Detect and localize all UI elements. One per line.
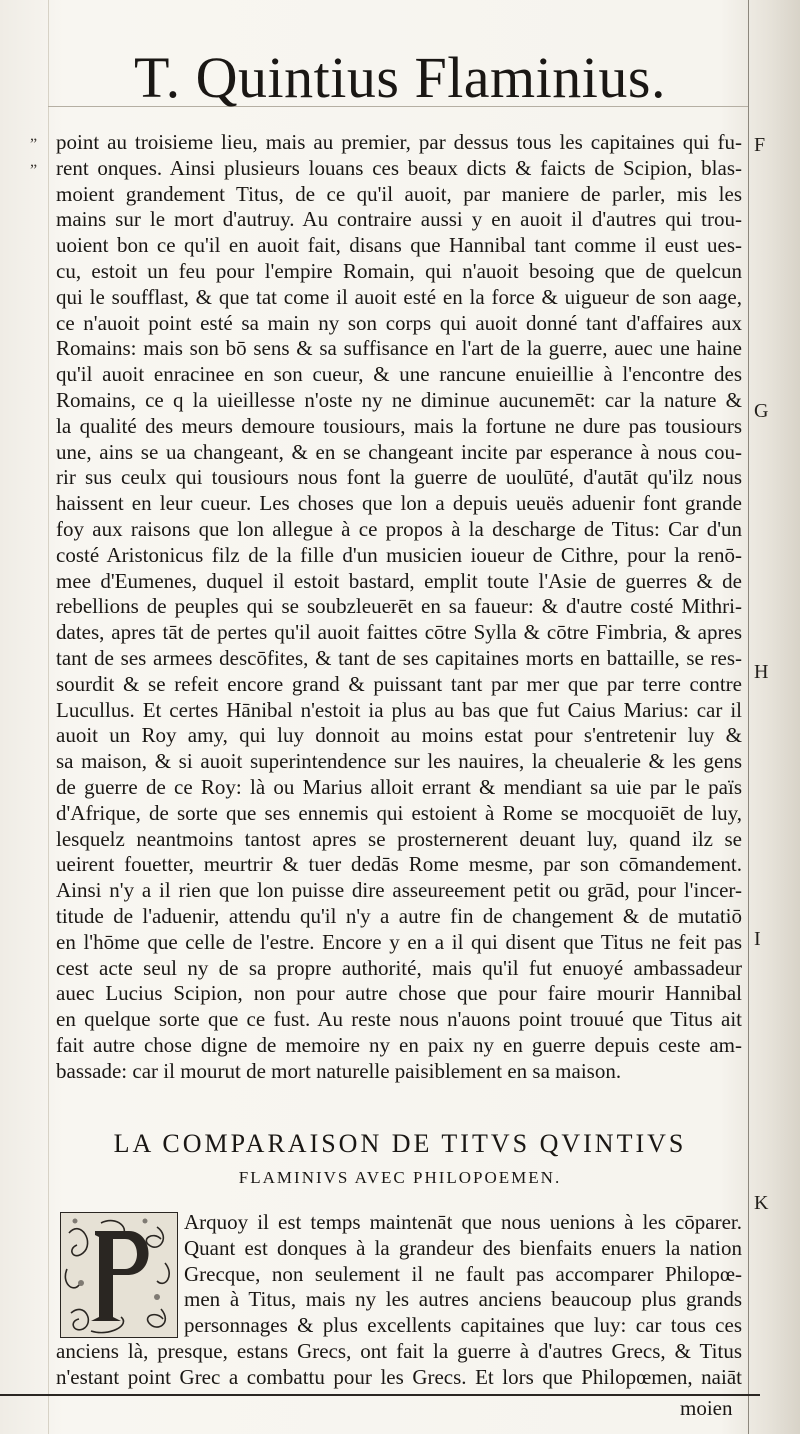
text-line: bassade: car il mourut de mort naturelle paisiblement en sa maison. — [56, 1058, 622, 1083]
text-line: cu, estoit un feu pour l'empire Romain, qui n'auoit besoing que de quelcun — [56, 258, 742, 283]
text-line: rebellions de peuples qui se soubzleuerēt en sa faueur: & d'autre costé Mithri- — [56, 594, 742, 619]
margin-letter-g: G — [754, 400, 769, 422]
text-line: cest acte seul ny de sa propre authorité, mais qu'il fut enuoyé ambassadeur — [56, 955, 742, 980]
text-line: d'Afrique, de sorte que ses ennemis qui estoient à Rome se mocquoiēt de luy, — [56, 800, 742, 825]
quote-mark: ” — [30, 136, 38, 153]
quote-mark: ” — [30, 162, 38, 179]
text-line: haissent en leur cueur. Les choses que lon a depuis ueuës aduenir font grande — [56, 491, 742, 516]
text-line: qui le soufflast, & que tat come il auoit esté en la force & uigueur de son aage, — [56, 284, 742, 309]
text-line: anciens là, presque, estans Grecs, ont fait la guerre à d'autres Grecs, & Titus — [56, 1338, 742, 1363]
main-text-block — [56, 130, 742, 1084]
section-title: LA COMPARAISON DE TITVS QVINTIVS — [113, 1129, 687, 1158]
text-line: Romains, ce q la uieillesse n'oste ny ne diminue aucunemēt: car la nature & — [56, 387, 742, 412]
text-line: en l'hōme que celle de l'estre. Encore y en a il qui disent que Titus ne feit pas — [56, 929, 742, 954]
text-line: rent onques. Ainsi plusieurs louans ces beaux dicts & faicts de Scipion, blas- — [56, 155, 742, 180]
text-line: tant de ses armees descōfites, & tant de ses capitaines morts en battaille, se res- — [56, 645, 742, 670]
text-line: personnages & plus excellents capitaines que luy: car tous ces — [184, 1313, 742, 1338]
text-line: une, ains se ua changeant, & en se changeant incite par esperance à nous cou- — [56, 439, 742, 464]
section-subtitle: FLAMINIVS AVEC PHILOPOEMEN. — [238, 1168, 562, 1187]
text-line: Grecque, non seulement il ne fault pas accomparer Philopœ- — [184, 1261, 742, 1286]
text-line: ce n'auoit point esté sa main ny son corps qui auoit donné tant d'affaires aux — [56, 310, 742, 335]
text-line: uoient bon ce qu'il en auoit fait, disans que Hannibal tant comme il eust ues- — [56, 233, 742, 258]
text-line: la qualité des meurs demoure tousiours, mais la fortune ne dure pas tousiours — [56, 413, 742, 438]
catchword: moien — [680, 1396, 733, 1420]
text-line: costé Aristonicus filz de la fille d'un musicien ioueur de Cithre, pour la renō- — [56, 542, 742, 567]
text-line: qu'il auoit enracinee en son cueur, & une rancune enuieillie à l'encontre des — [56, 362, 742, 387]
text-line: de guerre de ce Roy: là ou Marius alloit errant & mendiant sa uie par le païs — [56, 774, 742, 799]
text-line: Ainsi n'y a il rien que lon puisse dire asseureement petit ou grād, pour l'incer- — [56, 878, 742, 903]
text-line: sourdit & se refeit encore grand & puissant tant par mer que par terre contre — [56, 671, 742, 696]
text-line: sa maison, & si auoit superintendence sur les nauires, la cheualerie & les gens — [56, 749, 742, 774]
text-line: en quelque sorte que ce fust. Au reste nous n'auons point trouué que Titus ait — [56, 1007, 742, 1032]
text-line: ueirent fouetter, meurtrir & tuer dedās Rome mesme, par son cōmandement. — [56, 852, 742, 877]
text-line: n'estant point Grec a combattu pour les Grecs. Et lors que Philopœmen, naiāt — [56, 1364, 742, 1389]
text-line: dates, apres tāt de pertes qu'il auoit faittes cōtre Sylla & cōtre Fimbria, & apres — [56, 620, 742, 645]
text-line: auec Lucius Scipion, non pour autre chose que pour faire mourir Hannibal — [56, 981, 742, 1006]
text-line: point au troisieme lieu, mais au premier, par dessus tous les capitaines qui fu- — [56, 130, 742, 154]
text-line: mains sur le mort d'autruy. Au contraire aussi y en auoit il d'autres qui trou- — [56, 207, 742, 232]
text-line: rir sus ceulx qui tousiours nous font la guerre de uoulūté, d'autāt qu'ilz nous — [56, 465, 742, 490]
text-line: Arquoy il est temps maintenāt que nous uenions à les cōparer. — [184, 1210, 742, 1234]
text-line: lesquelz neantmoins tantost apres se prosternerent deuant luy, quand ilz se — [56, 826, 742, 851]
text-line: mee d'Eumenes, duquel il estoit bastard, emplit toute l'Asie de guerres & de — [56, 568, 742, 593]
text-line: foy aux raisons que lon allegue à ce propos à la descharge de Titus: Car d'un — [56, 516, 742, 541]
margin-letter-i: I — [754, 928, 761, 950]
text-line: Quant est donques à la grandeur des bienfaits enuers la nation — [184, 1235, 742, 1260]
margin-letter-k: K — [754, 1192, 769, 1214]
gutter-line — [48, 0, 49, 1434]
text-line: Lucullus. Et certes Hānibal n'estoit ia plus au bas que fut Caius Marius: car il — [56, 697, 742, 722]
text-line: men à Titus, mais ny les autres anciens beaucoup plus grands — [184, 1287, 742, 1312]
page-edge — [748, 0, 749, 1434]
text-line: titude de l'aduenir, attendu qu'il n'y a autre fin de changement & de mutatiō — [56, 903, 742, 928]
margin-letter-h: H — [754, 661, 769, 683]
text-line: auoit un Roy amy, qui luy donnoit au moins estat pour s'entretenir luy & — [56, 723, 742, 748]
comparison-text-block — [56, 1210, 742, 1391]
text-line: Romains: mais son bō sens & sa suffisance en l'art de la guerre, auec une haine — [56, 336, 742, 361]
bottom-rule — [0, 1394, 760, 1396]
text-line: moient grandement Titus, de ce qu'il auoit, par maniere de parler, mis les — [56, 181, 742, 206]
margin-letter-f: F — [754, 134, 766, 156]
text-line: fait autre chose digne de memoire ny en paix ny en guerre depuis ceste am- — [56, 1032, 742, 1057]
running-header: T. Quintius Flaminius. — [134, 45, 666, 110]
